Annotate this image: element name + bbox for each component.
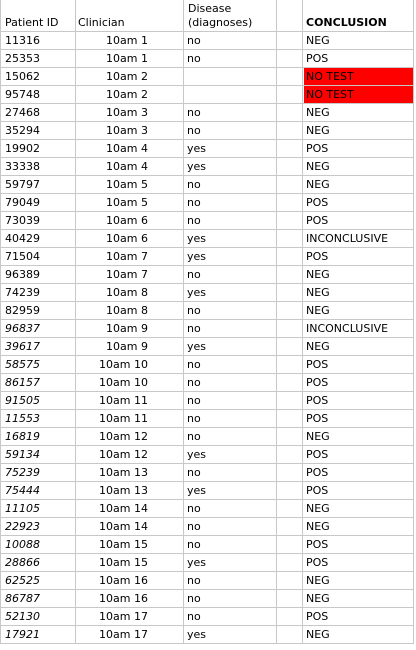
cell-clinician[interactable]: 10am 14: [99, 520, 148, 533]
cell-conclusion[interactable]: NEG: [306, 592, 330, 605]
cell-clinician[interactable]: 10am 9: [106, 340, 148, 353]
cell-patient-id[interactable]: 28866: [5, 556, 40, 569]
grid-hline: [0, 517, 414, 518]
grid-hline: [0, 643, 414, 644]
grid-hline: [0, 175, 414, 176]
grid-hline: [0, 319, 414, 320]
cell-disease[interactable]: [187, 86, 272, 104]
cell-patient-id[interactable]: 59134: [5, 448, 40, 461]
cell-disease[interactable]: no: [187, 52, 201, 65]
cell-disease[interactable]: no: [187, 394, 201, 407]
cell-patient-id[interactable]: 86787: [5, 592, 40, 605]
cell-disease[interactable]: no: [187, 304, 201, 317]
grid-hline: [0, 193, 414, 194]
cell-conclusion[interactable]: NEG: [306, 340, 330, 353]
cell-disease[interactable]: no: [187, 430, 201, 443]
cell-clinician[interactable]: 10am 1: [106, 34, 148, 47]
cell-patient-id[interactable]: 74239: [5, 286, 40, 299]
grid-hline: [0, 31, 414, 32]
grid-hline: [0, 247, 414, 248]
cell-disease[interactable]: yes: [187, 556, 207, 569]
cell-clinician[interactable]: 10am 10: [99, 358, 148, 371]
cell-patient-id[interactable]: 15062: [5, 70, 40, 83]
cell-patient-id[interactable]: 75444: [5, 484, 40, 497]
grid-vline: [75, 0, 76, 644]
cell-conclusion[interactable]: NEG: [306, 430, 330, 443]
cell-patient-id[interactable]: 16819: [5, 430, 40, 443]
grid-hline: [0, 427, 414, 428]
cell-conclusion[interactable]: INCONCLUSIVE: [306, 232, 389, 245]
cell-patient-id[interactable]: 33338: [5, 160, 40, 173]
cell-disease[interactable]: yes: [187, 250, 207, 263]
grid-hline: [0, 355, 414, 356]
grid-hline: [0, 103, 414, 104]
cell-patient-id[interactable]: 52130: [5, 610, 40, 623]
cell-disease[interactable]: no: [187, 538, 201, 551]
cell-patient-id[interactable]: 11105: [5, 502, 40, 515]
cell-conclusion[interactable]: POS: [306, 412, 329, 425]
cell-disease[interactable]: yes: [187, 340, 207, 353]
cell-clinician[interactable]: 10am 10: [99, 376, 148, 389]
cell-clinician[interactable]: 10am 15: [99, 538, 148, 551]
cell-clinician[interactable]: 10am 4: [106, 142, 148, 155]
cell-conclusion[interactable]: POS: [306, 376, 329, 389]
cell-conclusion[interactable]: INCONCLUSIVE: [306, 322, 389, 335]
cell-disease[interactable]: no: [187, 358, 201, 371]
cell-conclusion[interactable]: NEG: [306, 574, 330, 587]
cell-patient-id[interactable]: 17921: [5, 628, 40, 641]
cell-disease[interactable]: yes: [187, 286, 207, 299]
cell-disease[interactable]: no: [187, 466, 201, 479]
cell-clinician[interactable]: 10am 2: [106, 88, 148, 101]
cell-conclusion[interactable]: POS: [306, 394, 329, 407]
cell-patient-id[interactable]: 82959: [5, 304, 40, 317]
header-patient-id[interactable]: Patient ID: [5, 16, 59, 29]
grid-hline: [0, 625, 414, 626]
grid-hline: [0, 409, 414, 410]
cell-disease[interactable]: no: [187, 196, 201, 209]
cell-conclusion[interactable]: NEG: [306, 106, 330, 119]
cell-patient-id[interactable]: 79049: [5, 196, 40, 209]
cell-clinician[interactable]: 10am 9: [106, 322, 148, 335]
cell-conclusion[interactable]: POS: [306, 610, 329, 623]
grid-vline: [413, 0, 414, 644]
cell-clinician[interactable]: 10am 16: [99, 592, 148, 605]
grid-hline: [0, 85, 414, 86]
cell-disease[interactable]: no: [187, 124, 201, 137]
header-conclusion[interactable]: CONCLUSION: [306, 16, 387, 29]
cell-disease[interactable]: no: [187, 520, 201, 533]
cell-clinician[interactable]: 10am 5: [106, 178, 148, 191]
cell-patient-id[interactable]: 96389: [5, 268, 40, 281]
grid-hline: [0, 229, 414, 230]
cell-disease[interactable]: yes: [187, 628, 207, 641]
cell-patient-id[interactable]: 11316: [5, 34, 40, 47]
header-disease-line1: Disease: [188, 2, 232, 15]
cell-clinician[interactable]: 10am 7: [106, 250, 148, 263]
cell-conclusion[interactable]: POS: [306, 466, 329, 479]
grid-vline: [276, 0, 277, 644]
cell-disease[interactable]: no: [187, 322, 201, 335]
cell-conclusion[interactable]: NEG: [306, 160, 330, 173]
grid-hline: [0, 49, 414, 50]
header-disease[interactable]: [188, 2, 252, 30]
header-clinician[interactable]: Clinician: [78, 16, 125, 29]
cell-clinician[interactable]: 10am 1: [106, 52, 148, 65]
cell-conclusion[interactable]: POS: [306, 52, 329, 65]
cell-conclusion[interactable]: NEG: [306, 268, 330, 281]
cell-clinician[interactable]: 10am 4: [106, 160, 148, 173]
cell-patient-id[interactable]: 58575: [5, 358, 40, 371]
cell-conclusion[interactable]: POS: [306, 448, 329, 461]
cell-clinician[interactable]: 10am 5: [106, 196, 148, 209]
cell-clinician[interactable]: 10am 6: [106, 214, 148, 227]
cell-clinician[interactable]: 10am 6: [106, 232, 148, 245]
header-disease-line2: (diagnoses): [188, 16, 253, 29]
cell-disease[interactable]: no: [187, 178, 201, 191]
cell-conclusion[interactable]: NEG: [306, 34, 330, 47]
grid-hline: [0, 139, 414, 140]
cell-disease[interactable]: no: [187, 610, 201, 623]
grid-hline: [0, 67, 414, 68]
cell-patient-id[interactable]: 59797: [5, 178, 40, 191]
grid-hline: [0, 337, 414, 338]
grid-hline: [0, 535, 414, 536]
cell-conclusion[interactable]: POS: [306, 214, 329, 227]
cell-clinician[interactable]: 10am 17: [99, 628, 148, 641]
cell-patient-id[interactable]: 75239: [5, 466, 40, 479]
cell-patient-id[interactable]: 62525: [5, 574, 40, 587]
cell-conclusion[interactable]: NEG: [306, 628, 330, 641]
cell-clinician[interactable]: 10am 7: [106, 268, 148, 281]
cell-conclusion[interactable]: POS: [306, 196, 329, 209]
cell-disease[interactable]: yes: [187, 232, 207, 245]
cell-clinician[interactable]: 10am 12: [99, 448, 148, 461]
cell-patient-id[interactable]: 73039: [5, 214, 40, 227]
cell-clinician[interactable]: 10am 8: [106, 304, 148, 317]
cell-conclusion[interactable]: POS: [306, 538, 329, 551]
cell-clinician[interactable]: 10am 14: [99, 502, 148, 515]
cell-disease[interactable]: no: [187, 376, 201, 389]
cell-disease[interactable]: yes: [187, 448, 207, 461]
cell-disease[interactable]: no: [187, 592, 201, 605]
cell-patient-id[interactable]: 27468: [5, 106, 40, 119]
cell-conclusion[interactable]: POS: [306, 142, 329, 155]
grid-hline: [0, 211, 414, 212]
grid-hline: [0, 157, 414, 158]
cell-conclusion[interactable]: NEG: [306, 304, 330, 317]
grid-hline: [0, 373, 414, 374]
cell-conclusion[interactable]: NO TEST: [304, 68, 414, 85]
cell-conclusion[interactable]: NO TEST: [304, 86, 414, 103]
cell-clinician[interactable]: 10am 8: [106, 286, 148, 299]
cell-clinician[interactable]: 10am 11: [99, 412, 148, 425]
cell-patient-id[interactable]: 95748: [5, 88, 40, 101]
cell-clinician[interactable]: 10am 17: [99, 610, 148, 623]
cell-disease[interactable]: no: [187, 574, 201, 587]
cell-disease[interactable]: yes: [187, 142, 207, 155]
cell-clinician[interactable]: 10am 13: [99, 484, 148, 497]
cell-clinician[interactable]: 10am 2: [106, 70, 148, 83]
cell-conclusion[interactable]: NEG: [306, 124, 330, 137]
cell-disease[interactable]: no: [187, 268, 201, 281]
cell-clinician[interactable]: 10am 3: [106, 124, 148, 137]
cell-patient-id[interactable]: 35294: [5, 124, 40, 137]
cell-conclusion[interactable]: NEG: [306, 286, 330, 299]
grid-hline: [0, 553, 414, 554]
cell-conclusion[interactable]: POS: [306, 358, 329, 371]
cell-disease[interactable]: [187, 68, 272, 86]
grid-hline: [0, 283, 414, 284]
cell-patient-id[interactable]: 71504: [5, 250, 40, 263]
cell-patient-id[interactable]: 11553: [5, 412, 40, 425]
cell-conclusion[interactable]: POS: [306, 556, 329, 569]
grid-hline: [0, 121, 414, 122]
cell-conclusion[interactable]: NEG: [306, 520, 330, 533]
cell-conclusion[interactable]: POS: [306, 250, 329, 263]
grid-vline: [0, 0, 1, 644]
cell-patient-id[interactable]: 91505: [5, 394, 40, 407]
cell-patient-id[interactable]: 10088: [5, 538, 40, 551]
grid-hline: [0, 589, 414, 590]
cell-disease[interactable]: no: [187, 412, 201, 425]
cell-conclusion[interactable]: NEG: [306, 502, 330, 515]
cell-disease[interactable]: yes: [187, 160, 207, 173]
grid-hline: [0, 607, 414, 608]
cell-clinician[interactable]: 10am 11: [99, 394, 148, 407]
grid-hline: [0, 481, 414, 482]
cell-patient-id[interactable]: 19902: [5, 142, 40, 155]
cell-patient-id[interactable]: 40429: [5, 232, 40, 245]
grid-hline: [0, 301, 414, 302]
cell-disease[interactable]: no: [187, 106, 201, 119]
cell-clinician[interactable]: 10am 12: [99, 430, 148, 443]
grid-vline: [302, 0, 303, 644]
cell-conclusion[interactable]: POS: [306, 484, 329, 497]
cell-patient-id[interactable]: 25353: [5, 52, 40, 65]
grid-hline: [0, 571, 414, 572]
cell-patient-id[interactable]: 22923: [5, 520, 40, 533]
grid-hline: [0, 265, 414, 266]
cell-patient-id[interactable]: 96837: [5, 322, 40, 335]
cell-disease[interactable]: yes: [187, 484, 207, 497]
grid-hline: [0, 463, 414, 464]
cell-patient-id[interactable]: 86157: [5, 376, 40, 389]
grid-hline: [0, 499, 414, 500]
cell-patient-id[interactable]: 39617: [5, 340, 40, 353]
cell-conclusion[interactable]: NEG: [306, 178, 330, 191]
cell-clinician[interactable]: 10am 3: [106, 106, 148, 119]
cell-clinician[interactable]: 10am 13: [99, 466, 148, 479]
grid-vline: [183, 0, 184, 644]
cell-disease[interactable]: no: [187, 214, 201, 227]
cell-clinician[interactable]: 10am 16: [99, 574, 148, 587]
cell-clinician[interactable]: 10am 15: [99, 556, 148, 569]
cell-disease[interactable]: no: [187, 502, 201, 515]
grid-hline: [0, 391, 414, 392]
grid-hline: [0, 445, 414, 446]
cell-disease[interactable]: no: [187, 34, 201, 47]
